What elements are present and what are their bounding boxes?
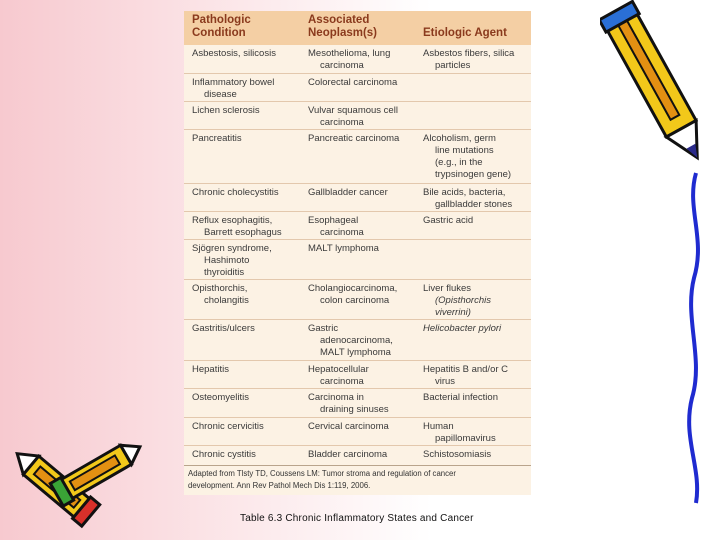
- table-row: [184, 73, 531, 101]
- neoplasm-cell: Hepatocellular carcinoma: [308, 364, 369, 387]
- table-row: [184, 45, 531, 73]
- table-row: [184, 319, 531, 360]
- agent-cell: Gastric acid: [423, 215, 474, 226]
- header-associated-neoplasms: Associated Neoplasm(s): [308, 14, 378, 39]
- table-row: [184, 279, 531, 319]
- condition-cell: Chronic cystitis: [192, 449, 256, 460]
- neoplasm-cell: Mesothelioma, lung carcinoma: [308, 48, 391, 71]
- condition-cell: Chronic cervicitis: [192, 421, 264, 432]
- neoplasm-cell: Cholangiocarcinoma, colon carcinoma: [308, 283, 398, 306]
- condition-cell: Asbestosis, silicosis: [192, 48, 276, 59]
- table-row: [184, 388, 531, 417]
- neoplasm-cell: Carcinoma in draining sinuses: [308, 392, 389, 415]
- agent-cell: Asbestos fibers, silica particles: [423, 48, 515, 71]
- neoplasm-cell: Gastric adenocarcinoma, MALT lymphoma: [308, 323, 393, 358]
- neoplasm-cell: Pancreatic carcinoma: [308, 133, 400, 144]
- source-line-1: Adapted from Tlsty TD, Coussens LM: Tumor stroma and regulation of cancer: [188, 469, 456, 478]
- condition-cell: Opisthorchis, cholangitis: [192, 283, 249, 306]
- agent-cell: Bile acids, bacteria, gallbladder stones: [423, 187, 513, 210]
- table-row: [184, 211, 531, 239]
- table-row: [184, 101, 531, 129]
- agent-cell: Liver flukes (Opisthorchis viverrini): [423, 283, 491, 318]
- condition-cell: Reflux esophagitis, Barrett esophagus: [192, 215, 282, 238]
- pencil-icon-bottom-left-b: [40, 430, 150, 520]
- table-figure: [184, 11, 531, 495]
- condition-cell: Sjögren syndrome, Hashimoto thyroiditis: [192, 243, 272, 278]
- condition-cell: Gastritis/ulcers: [192, 323, 255, 334]
- source-line-2: development. Ann Rev Pathol Mech Dis 1:119, 2006.: [188, 481, 371, 490]
- condition-cell: Osteomyelitis: [192, 392, 250, 403]
- table-row: [184, 239, 531, 279]
- header-etiologic-agent: Etiologic Agent: [423, 27, 507, 39]
- table-row: [184, 183, 531, 211]
- neoplasm-cell: MALT lymphoma: [308, 243, 379, 254]
- table-row: [184, 417, 531, 445]
- pencil-icon-right-edge: [676, 168, 720, 508]
- condition-cell: Pancreatitis: [192, 133, 242, 144]
- table-row: [184, 360, 531, 388]
- agent-cell: Bacterial infection: [423, 392, 498, 403]
- condition-cell: Inflammatory bowel disease: [192, 77, 275, 100]
- agent-cell: Schistosomiasis: [423, 449, 492, 460]
- neoplasm-cell: Esophageal carcinoma: [308, 215, 364, 238]
- condition-cell: Chronic cholecystitis: [192, 187, 279, 198]
- neoplasm-cell: Bladder carcinoma: [308, 449, 388, 460]
- neoplasm-cell: Gallbladder cancer: [308, 187, 388, 198]
- agent-cell: Helicobacter pylori: [423, 323, 502, 334]
- agent-cell: Hepatitis B and/or C virus: [423, 364, 509, 387]
- table-body: [184, 45, 531, 470]
- slide-caption: Table 6.3 Chronic Inflammatory States and Cancer: [240, 513, 474, 524]
- agent-cell: Human papillomavirus: [423, 421, 496, 444]
- table-row: [184, 129, 531, 183]
- neoplasm-cell: Colorectal carcinoma: [308, 77, 398, 88]
- neoplasm-cell: Vulvar squamous cell carcinoma: [308, 105, 398, 128]
- condition-cell: Hepatitis: [192, 364, 229, 375]
- table-source-note: [184, 465, 531, 496]
- table-header: [184, 11, 531, 45]
- neoplasm-cell: Cervical carcinoma: [308, 421, 389, 432]
- pencil-icon-top-right: [600, 0, 715, 175]
- condition-cell: Lichen sclerosis: [192, 105, 260, 116]
- agent-cell: Alcoholism, germ line mutations (e.g., in the trypsinogen gene): [423, 133, 512, 180]
- header-pathologic-condition: Pathologic Condition: [192, 14, 251, 39]
